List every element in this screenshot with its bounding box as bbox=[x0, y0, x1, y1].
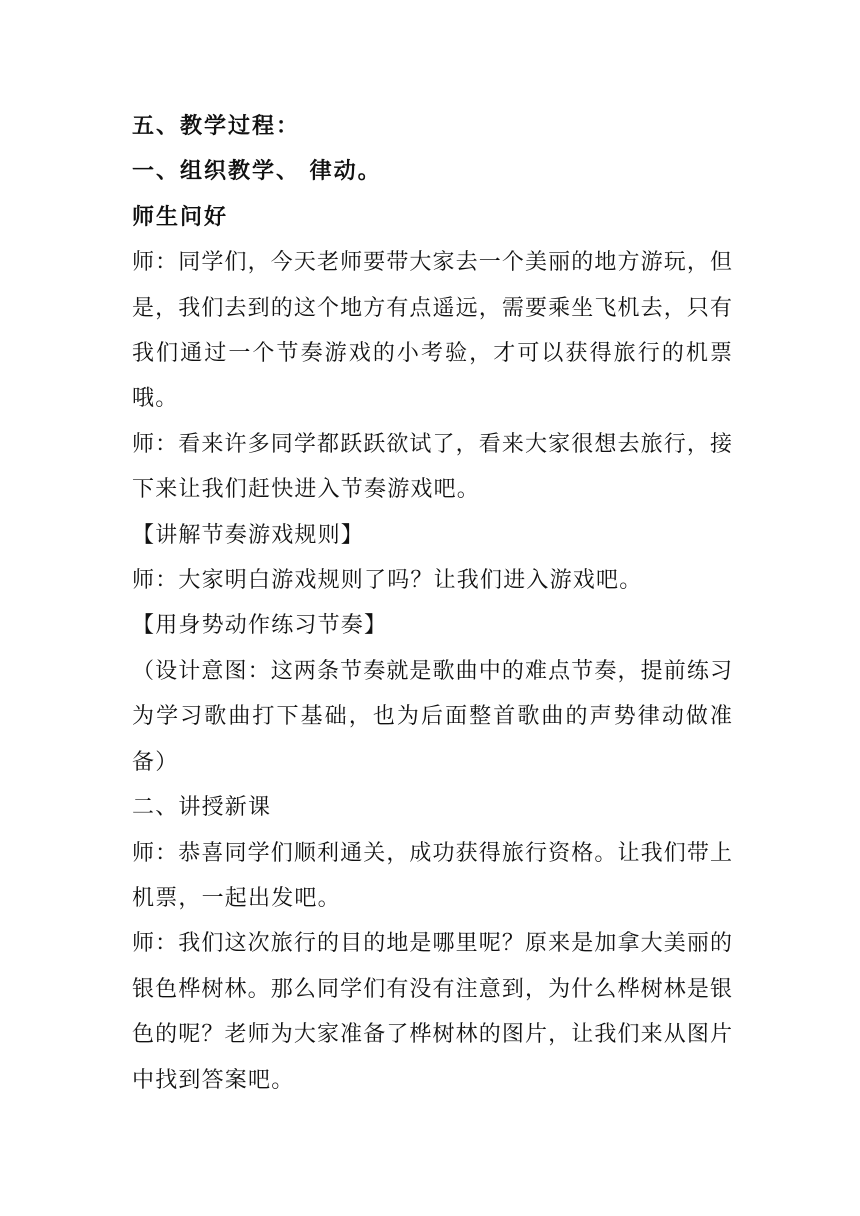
text-line: 师：看来许多同学都跃跃欲试了，看来大家很想去旅行，接 bbox=[132, 431, 732, 457]
text-line: （设计意图：这两条节奏就是歌曲中的难点节奏，提前练习 bbox=[132, 658, 732, 684]
section-label-rules: 【讲解节奏游戏规则】 bbox=[132, 522, 365, 548]
document-body bbox=[132, 104, 732, 1103]
text-line: 下来让我们赶快进入节奏游戏吧。 bbox=[132, 477, 481, 503]
text-line: 为学习歌曲打下基础，也为后面整首歌曲的声势律动做准 bbox=[132, 704, 732, 730]
text-line: 师：同学们，今天老师要带大家去一个美丽的地方游玩，但 bbox=[132, 250, 732, 276]
heading-organize-teaching: 一、组织教学、 律动。 bbox=[132, 158, 382, 185]
text-line: 是，我们去到的这个地方有点遥远，需要乘坐飞机去，只有 bbox=[132, 295, 732, 321]
text-line: 哦。 bbox=[132, 386, 179, 412]
text-line: 色的呢？老师为大家准备了桦树林的图片，让我们来从图片 bbox=[132, 1022, 732, 1048]
heading-greeting: 师生问好 bbox=[132, 203, 229, 230]
heading-teaching-process: 五、教学过程： bbox=[132, 113, 301, 139]
text-line: 师：恭喜同学们顺利通关，成功获得旅行资格。让我们带上 bbox=[132, 840, 732, 866]
text-line: 我们通过一个节奏游戏的小考验，才可以获得旅行的机票 bbox=[132, 341, 732, 367]
section-label-rhythm-practice: 【用身势动作练习节奏】 bbox=[132, 613, 388, 639]
text-line: 机票，一起出发吧。 bbox=[132, 885, 341, 911]
text-line: 师：大家明白游戏规则了吗？让我们进入游戏吧。 bbox=[132, 568, 643, 594]
text-line: 师：我们这次旅行的目的地是哪里呢？原来是加拿大美丽的 bbox=[132, 931, 732, 957]
text-line: 银色桦树林。那么同学们有没有注意到，为什么桦树林是银 bbox=[132, 976, 732, 1002]
text-line: 中找到答案吧。 bbox=[132, 1067, 295, 1093]
text-line: 备） bbox=[132, 749, 179, 775]
heading-new-lesson: 二、讲授新课 bbox=[132, 795, 272, 821]
